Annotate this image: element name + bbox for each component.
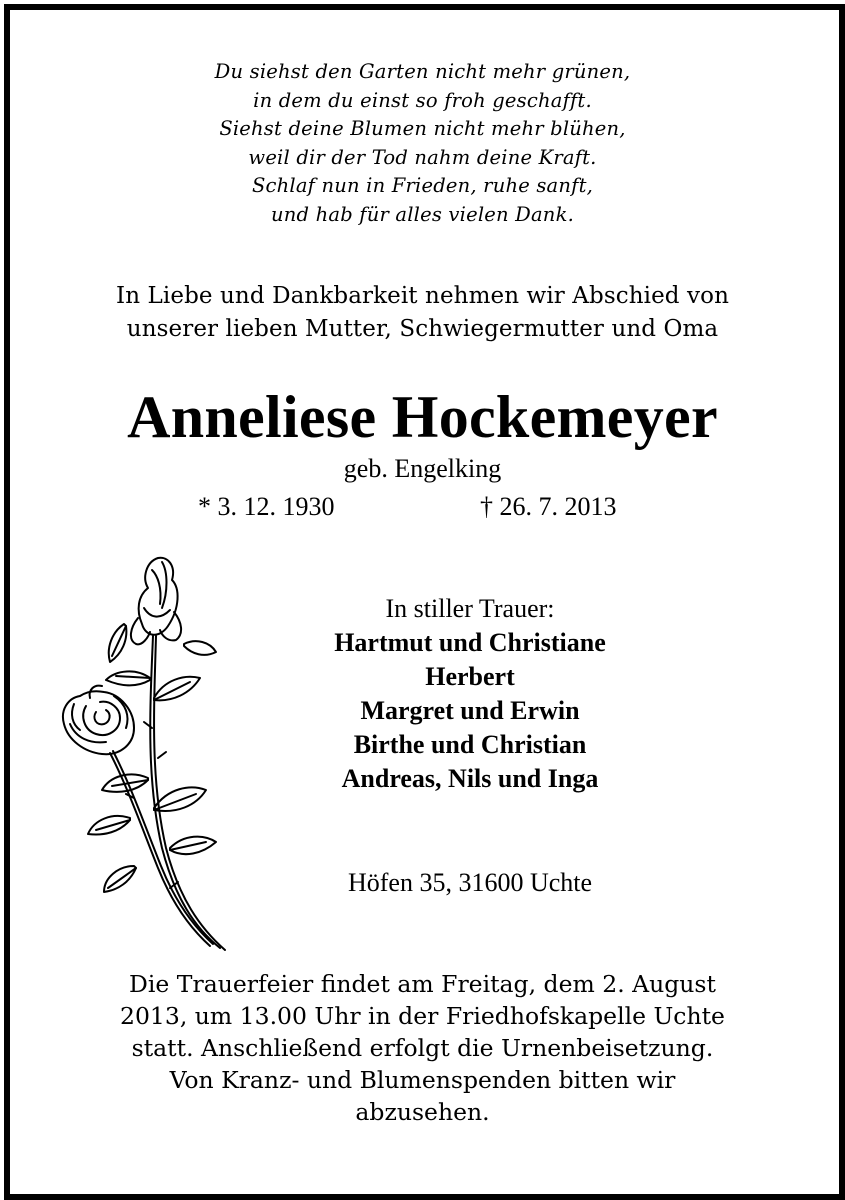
farewell-intro [0,280,845,346]
poem-line: weil dir der Tod nahm deine Kraft. [248,145,597,169]
mourner-name: Margret und Erwin [360,696,580,725]
poem-line: Du siehst den Garten nicht mehr grünen, [214,60,631,83]
intro-line: unserer lieben Mutter, Schwiegermutter und Oma [126,316,719,342]
rose-illustration-icon [50,548,230,956]
intro-line: In Liebe und Dankbarkeit nehmen wir Abschied von [116,283,729,309]
memorial-poem [0,58,845,229]
ceremony-line: Die Trauerfeier findet am Freitag, dem 2. August [129,970,716,998]
poem-line: und hab für alles vielen Dank. [271,202,574,226]
mourner-name: Andreas, Nils und Inga [341,764,599,793]
ceremony-line: statt. Anschließend erfolgt die Urnenbeisetzung. [131,1034,714,1062]
poem-line: Siehst deine Blumen nicht mehr blühen, [219,117,626,140]
mourner-name: Hartmut und Christiane [334,628,606,657]
mourner-name: Herbert [425,662,515,691]
poem-line: in dem du einst so froh geschafft. [253,88,592,112]
birth-date: * 3. 12. 1930 [198,492,335,521]
ceremony-line: abzusehen. [355,1098,490,1126]
poem-line: Schlaf nun in Frieden, ruhe sanft, [251,174,593,197]
mourner-name: Birthe und Christian [353,730,587,759]
maiden-name: geb. Engelking [343,454,502,483]
funeral-ceremony-notice [40,968,805,1128]
mourners-heading: In stiller Trauer: [385,594,555,623]
ceremony-line: 2013, um 13.00 Uhr in der Friedhofskapelle Uchte [120,1002,725,1030]
family-address: Höfen 35, 31600 Uchte [347,868,593,897]
mourners-block [250,592,690,796]
ceremony-line: Von Kranz- und Blumenspenden bitten wir [169,1066,676,1094]
death-date: † 26. 7. 2013 [480,492,617,521]
deceased-name: Anneliese Hockemeyer [127,384,718,450]
